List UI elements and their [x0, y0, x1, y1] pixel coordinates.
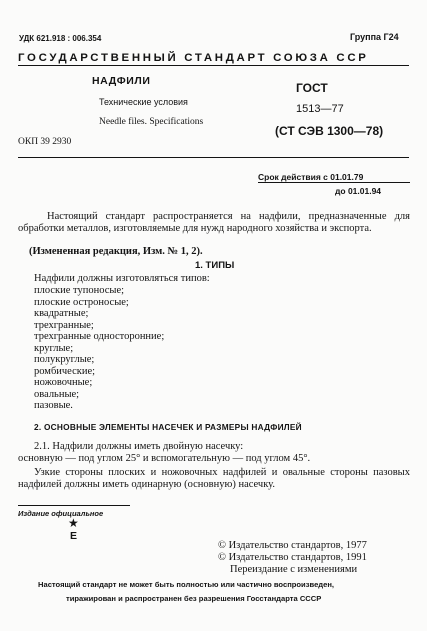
types-list [34, 285, 164, 412]
clause-2-1: 2.1. Надфили должны иметь двойную насечку: [34, 441, 244, 452]
validity-underline [258, 182, 410, 183]
reprint-note: Переиздание с изменениями [230, 564, 358, 575]
type-item: овальные; [34, 388, 80, 400]
type-item: полукруглые; [34, 354, 95, 366]
star-icon: ★ [68, 516, 79, 530]
official-edition-label: Издание официальное [18, 509, 104, 518]
gost-label: ГОСТ [296, 81, 328, 95]
type-item: ножовочные; [34, 377, 93, 389]
group-code: Группа Г24 [350, 32, 399, 42]
title-divider [18, 157, 409, 158]
intro-amendment: (Измененная редакция, Изм. № 1, 2). [29, 246, 203, 257]
copyright-1991: © Издательство стандартов, 1991 [218, 552, 367, 563]
header-divider [18, 65, 409, 66]
copyright-1977: © Издательство стандартов, 1977 [218, 540, 367, 551]
section-1-lead: Надфили должны изготовляться типов: [34, 273, 210, 284]
validity-start: Срок действия с 01.01.79 [258, 172, 364, 182]
type-item: трехгранные; [34, 319, 94, 331]
type-item: трехгранные односторонние; [34, 331, 165, 343]
footer-divider [18, 505, 130, 506]
type-item: пазовые. [34, 400, 73, 412]
udk-code: УДК 621.918 : 006.354 [19, 34, 102, 43]
copyright-notice-line-1: Настоящий стандарт не может быть полностью или частично воспроизведен, [38, 580, 335, 589]
type-item: круглые; [34, 342, 74, 354]
section-1-heading: 1. ТИПЫ [195, 260, 235, 271]
type-item: ромбические; [34, 365, 96, 377]
english-title: Needle files. Specifications [99, 117, 204, 127]
document-title: НАДФИЛИ [92, 75, 151, 87]
edition-letter: Е [70, 530, 78, 542]
okp-code: ОКП 39 2930 [18, 137, 72, 147]
clause-2-1-angles: основную — под углом 25° и вспомогательную — под углом 45°. [18, 453, 311, 464]
type-item: квадратные; [34, 308, 89, 320]
section-2-heading: 2. ОСНОВНЫЕ ЭЛЕМЕНТЫ НАСЕЧЕК И РАЗМЕРЫ НАДФИЛЕЙ [34, 422, 302, 432]
type-item: плоские тупоносые; [34, 285, 125, 296]
clause-2-1-narrow-sides: Узкие стороны плоских и ножовочных надфилей и овальные стороны пазовых надфилей должны иметь одинарную (основную) насечку. [18, 467, 410, 491]
copyright-notice-line-2: тиражирован и распространен без разрешения Госстандарта СССР [66, 594, 322, 603]
validity-end: до 01.01.94 [335, 186, 382, 196]
standard-banner: ГОСУДАРСТВЕННЫЙ СТАНДАРТ СОЮЗА ССР [18, 52, 369, 64]
st-sev-number: (СТ СЭВ 1300—78) [275, 124, 384, 138]
intro-paragraph: Настоящий стандарт распространяется на надфили, предназначенные для обработки металлов, изготовляемые для нужд народного хозяйства и экспорта. [18, 211, 410, 235]
document-subtitle: Технические условия [99, 97, 188, 107]
gost-number: 1513—77 [296, 103, 344, 115]
type-item: плоские остроносые; [34, 296, 129, 308]
